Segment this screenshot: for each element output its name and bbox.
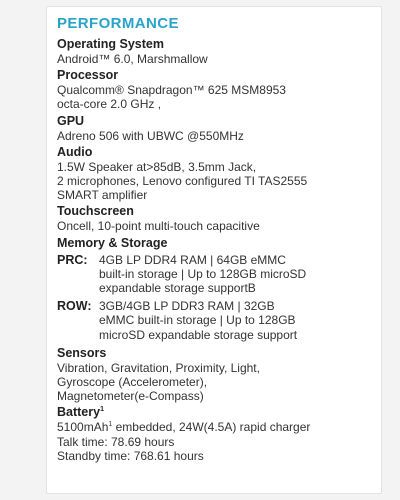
spec-heading: Processor [57, 68, 119, 83]
spec-sensors [57, 346, 381, 404]
battery-charger: embedded, 24W(4.5A) rapid charger [112, 420, 311, 435]
spec-heading: Memory & Storage [57, 235, 168, 250]
spec-line: built-in storage | Up to 128GB microSD [99, 266, 307, 281]
spec-heading [57, 405, 381, 420]
memory-region-label: PRC: [57, 252, 88, 267]
memory-region-value [99, 299, 297, 342]
spec-value [57, 52, 381, 66]
memory-region-label: ROW: [57, 299, 92, 314]
spec-line [57, 420, 381, 434]
spec-processor [57, 68, 381, 111]
spec-heading: GPU [57, 113, 85, 128]
spec-heading: Touchscreen [57, 204, 134, 219]
spec-value [57, 129, 381, 143]
memory-region-value [99, 253, 306, 296]
spec-line: SMART amplifier [57, 188, 148, 203]
section-title: PERFORMANCE [57, 15, 179, 32]
memory-row-row [57, 299, 381, 342]
spec-line: 2 microphones, Lenovo configured TI TAS2555 [57, 174, 308, 189]
spec-line: 1.5W Speaker at>85dB, 3.5mm Jack, [57, 159, 257, 174]
spec-value [57, 420, 381, 463]
spec-heading: Audio [57, 144, 93, 159]
spec-line: Gyroscope (Accelerometer), [57, 375, 208, 390]
spec-line: Adreno 506 with UBWC @550MHz [57, 128, 244, 143]
footnote-marker: 1 [108, 421, 113, 429]
spec-value [57, 83, 381, 111]
spec-card [46, 6, 382, 494]
spec-heading: Operating System [57, 37, 164, 51]
battery-heading-text: Battery [57, 405, 101, 420]
spec-line: microSD expandable storage support [99, 327, 298, 342]
footnote-marker: 1 [100, 406, 104, 414]
battery-capacity: 5100mAh [57, 420, 109, 435]
spec-line: Vibration, Gravitation, Proximity, Light, [57, 360, 260, 375]
spec-memory-storage [57, 236, 381, 342]
spec-touchscreen [57, 204, 381, 233]
spec-value [57, 219, 381, 233]
spec-line: octa-core 2.0 GHz , [57, 97, 162, 112]
spec-line: Qualcomm® Snapdragon™ 625 MSM8953 [57, 83, 286, 98]
spec-line: 3GB/4GB LP DDR3 RAM | 32GB [99, 299, 275, 314]
spec-line: expandable storage supportB [99, 281, 256, 296]
spec-operating-system [57, 37, 381, 66]
spec-value [57, 160, 381, 203]
spec-audio [57, 145, 381, 203]
memory-row-prc [57, 253, 381, 296]
spec-line: Standby time: 768.61 hours [57, 448, 204, 463]
spec-line: Oncell, 10-point multi-touch capacitive [57, 219, 260, 234]
spec-gpu [57, 114, 381, 143]
spec-heading: Sensors [57, 345, 107, 360]
spec-line: 4GB LP DDR4 RAM | 64GB eMMC [99, 252, 286, 267]
spec-line: Android™ 6.0, Marshmallow [57, 52, 208, 66]
spec-line: Magnetometer(e-Compass) [57, 389, 204, 404]
spec-battery [57, 405, 381, 463]
spec-value [57, 361, 381, 404]
spec-line: eMMC built-in storage | Up to 128GB [99, 313, 296, 328]
spec-line: Talk time: 78.69 hours [57, 434, 175, 449]
